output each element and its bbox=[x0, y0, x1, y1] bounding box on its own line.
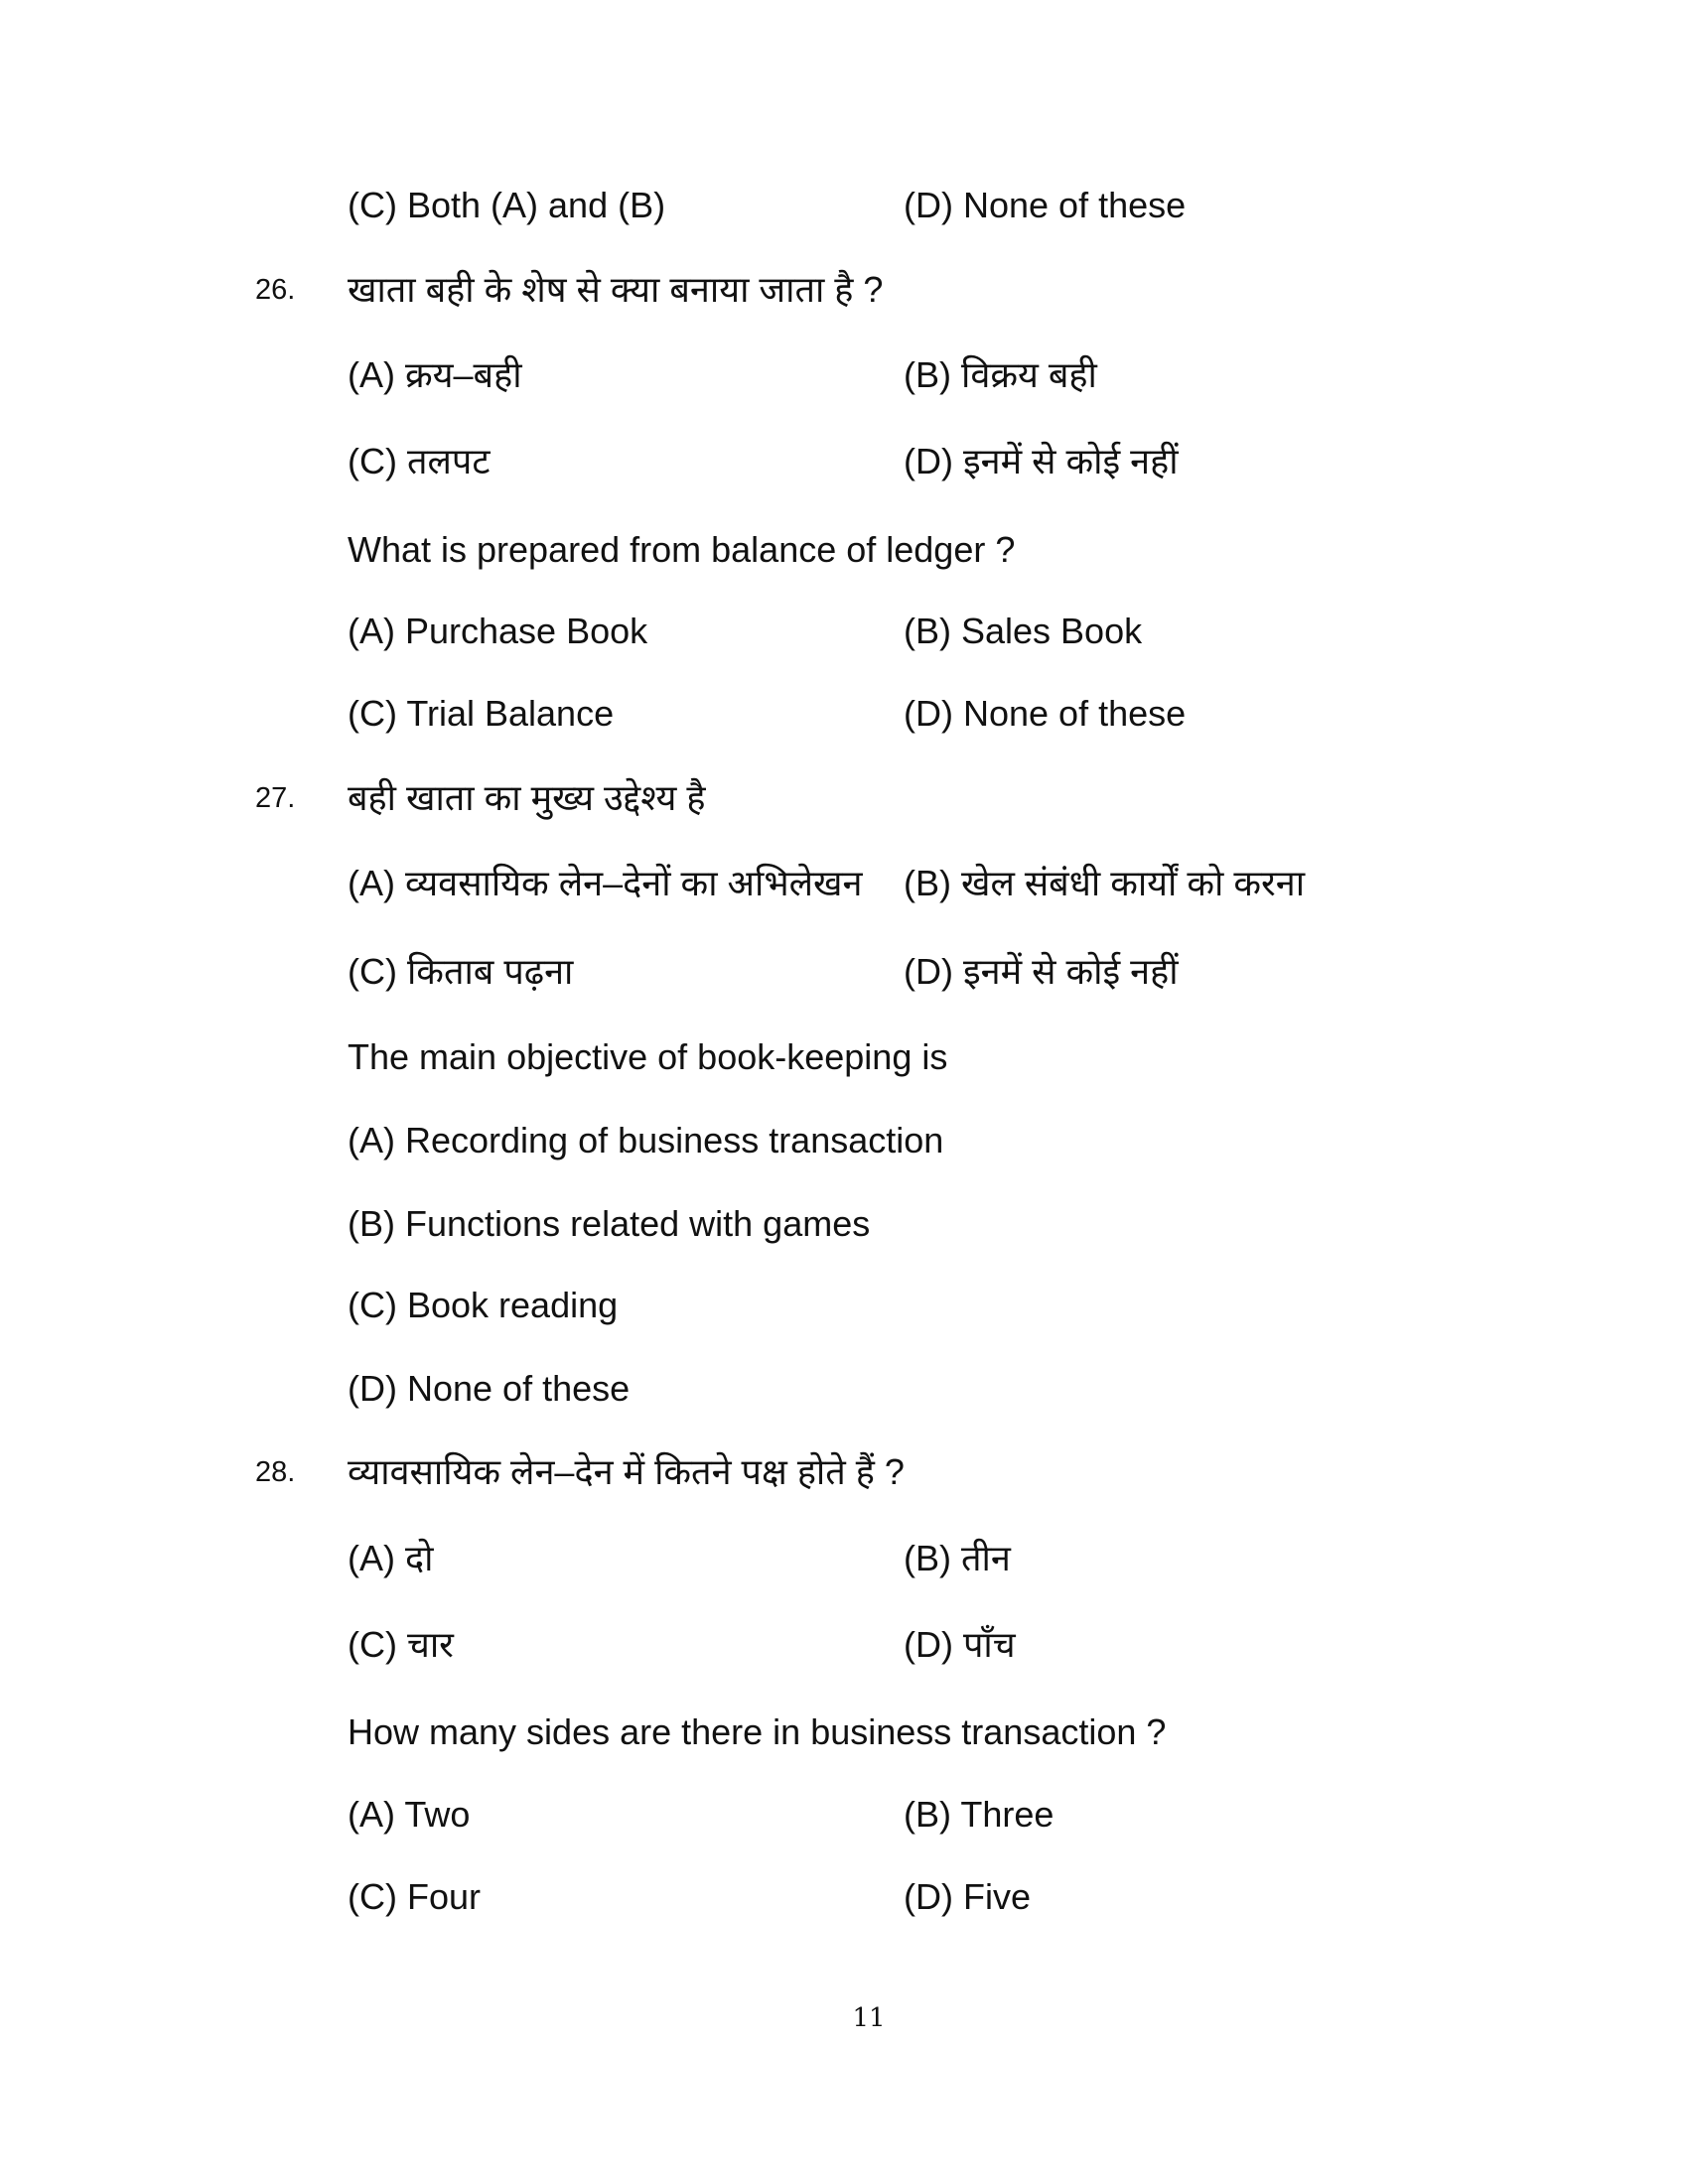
hindi-question: खाता बही के शेष से क्या बनाया जाता है ? bbox=[348, 269, 884, 310]
english-option-b: (B) Sales Book bbox=[904, 611, 1143, 651]
page-number: 11 bbox=[852, 2003, 886, 2033]
hindi-question: व्यावसायिक लेन–देन में कितने पक्ष होते हैं ? bbox=[348, 1451, 905, 1492]
hindi-option-b: (B) तीन bbox=[904, 1538, 1011, 1578]
option-c: (C) Both (A) and (B) bbox=[348, 185, 666, 225]
question-number: 28. bbox=[255, 1456, 296, 1488]
hindi-option-d: (D) पाँच bbox=[904, 1624, 1016, 1665]
hindi-option-a: (A) व्यवसायिक लेन–देनों का अभिलेखन bbox=[348, 863, 863, 903]
english-option-c: (C) Trial Balance bbox=[348, 693, 615, 734]
english-option-b: (B) Three bbox=[904, 1794, 1055, 1835]
english-option-a: (A) Recording of business transaction bbox=[348, 1120, 944, 1160]
english-option-b: (B) Functions related with games bbox=[348, 1203, 871, 1244]
english-option-c: (C) Four bbox=[348, 1876, 481, 1917]
question-number: 26. bbox=[255, 274, 296, 306]
hindi-question: बही खाता का मुख्य उद्देश्य है bbox=[348, 777, 706, 818]
hindi-option-c: (C) चार bbox=[348, 1624, 454, 1665]
hindi-option-a: (A) क्रय–बही bbox=[348, 354, 522, 395]
english-option-a: (A) Purchase Book bbox=[348, 611, 648, 651]
hindi-option-c: (C) किताब पढ़ना bbox=[348, 951, 574, 992]
english-option-d: (D) None of these bbox=[904, 693, 1187, 734]
question-number: 27. bbox=[255, 782, 296, 814]
english-question: What is prepared from balance of ledger ? bbox=[348, 529, 1016, 570]
hindi-option-d: (D) इनमें से कोई नहीं bbox=[904, 951, 1179, 992]
hindi-option-b: (B) खेल संबंधी कार्यों को करना bbox=[904, 863, 1306, 903]
hindi-option-c: (C) तलपट bbox=[348, 441, 491, 481]
hindi-option-b: (B) विक्रय बही bbox=[904, 354, 1097, 395]
english-option-c: (C) Book reading bbox=[348, 1285, 619, 1325]
english-option-d: (D) Five bbox=[904, 1876, 1031, 1917]
english-option-a: (A) Two bbox=[348, 1794, 471, 1835]
hindi-option-d: (D) इनमें से कोई नहीं bbox=[904, 441, 1179, 481]
english-question: How many sides are there in business transaction ? bbox=[348, 1711, 1167, 1752]
option-d: (D) None of these bbox=[904, 185, 1187, 225]
hindi-option-a: (A) दो bbox=[348, 1538, 434, 1578]
english-question: The main objective of book-keeping is bbox=[348, 1036, 948, 1077]
english-option-d: (D) None of these bbox=[348, 1368, 631, 1409]
